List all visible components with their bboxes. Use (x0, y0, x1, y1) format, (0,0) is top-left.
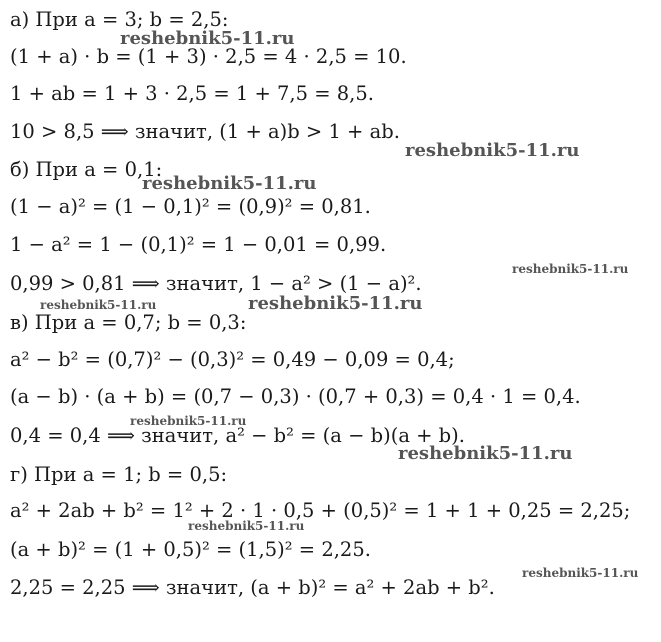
part-v-header: в) При a = 0,7; b = 0,3: (10, 311, 247, 334)
part-v-line-2: (a − b) · (a + b) = (0,7 − 0,3) · (0,7 + 0,3) = 0,4 · 1 = 0,4. (10, 385, 581, 408)
watermark: reshebnik5-11.ru (188, 519, 305, 533)
watermark: reshebnik5-11.ru (248, 293, 423, 314)
part-b-conclusion: 0,99 > 0,81 ⟹ значит, 1 − a² > (1 − a)². (10, 272, 422, 295)
part-a-line-1: (1 + a) · b = (1 + 3) · 2,5 = 4 · 2,5 = 10. (10, 45, 407, 68)
part-b-header: б) При a = 0,1: (10, 158, 163, 181)
part-a-line-2: 1 + ab = 1 + 3 · 2,5 = 1 + 7,5 = 8,5. (10, 82, 374, 105)
part-a-header: а) При a = 3; b = 2,5: (10, 8, 229, 31)
part-a-conclusion: 10 > 8,5 ⟹ значит, (1 + a)b > 1 + ab. (10, 120, 400, 143)
watermark: reshebnik5-11.ru (120, 28, 295, 49)
watermark: reshebnik5-11.ru (405, 140, 580, 161)
part-b-line-2: 1 − a² = 1 − (0,1)² = 1 − 0,01 = 0,99. (10, 233, 387, 256)
part-v-conclusion: 0,4 = 0,4 ⟹ значит, a² − b² = (a − b)(a + b). (10, 424, 465, 447)
watermark: reshebnik5-11.ru (512, 262, 629, 276)
part-g-line-1: a² + 2ab + b² = 1² + 2 · 1 · 0,5 + (0,5)² = 1 + 1 + 0,25 = 2,25; (10, 499, 631, 522)
watermark: reshebnik5-11.ru (522, 566, 639, 580)
part-v-line-1: a² − b² = (0,7)² − (0,3)² = 0,49 − 0,09 = 0,4; (10, 348, 455, 371)
part-g-conclusion: 2,25 = 2,25 ⟹ значит, (a + b)² = a² + 2ab + b². (10, 576, 495, 599)
watermark: reshebnik5-11.ru (398, 443, 573, 464)
part-g-line-2: (a + b)² = (1 + 0,5)² = (1,5)² = 2,25. (10, 538, 371, 561)
watermark: reshebnik5-11.ru (40, 298, 157, 312)
watermark: reshebnik5-11.ru (142, 173, 317, 194)
part-b-line-1: (1 − a)² = (1 − 0,1)² = (0,9)² = 0,81. (10, 195, 371, 218)
part-g-header: г) При a = 1; b = 0,5: (10, 463, 228, 486)
watermark: reshebnik5-11.ru (130, 414, 247, 428)
